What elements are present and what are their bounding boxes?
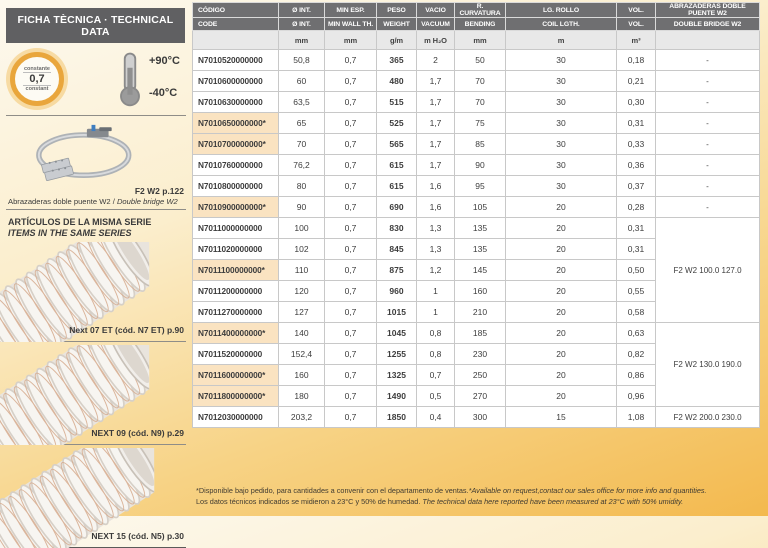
header-row: [193, 31, 760, 50]
series-item-label: Next 07 ET (cód. N7 ET) p.90: [69, 324, 184, 335]
cell-clamp: -: [656, 155, 760, 176]
clamp-caption: Abrazaderas doble puente W2 / Double bridge W2: [8, 197, 178, 206]
cell-vacuum: 1,7: [417, 113, 455, 134]
cell-code: N7011020000000: [193, 239, 279, 260]
cell-inner-diameter: 140: [279, 323, 325, 344]
cell-inner-diameter: 180: [279, 386, 325, 407]
cell-coil-length: 20: [506, 323, 617, 344]
cell-inner-diameter: 63,5: [279, 92, 325, 113]
cell-min-wall: 0,7: [325, 344, 377, 365]
cell-code: N7011100000000*: [193, 260, 279, 281]
cell-vacuum: 0,5: [417, 386, 455, 407]
cell-code: N7010630000000: [193, 92, 279, 113]
header-cell-en: VACUUM: [417, 18, 455, 31]
cell-vacuum: 0,4: [417, 407, 455, 428]
cell-weight: 615: [377, 176, 417, 197]
cell-volume: 0,31: [617, 218, 656, 239]
header-cell-es: MIN ESP.: [325, 3, 377, 18]
cell-min-wall: 0,7: [325, 386, 377, 407]
cell-vacuum: 0,8: [417, 344, 455, 365]
header-row: [193, 3, 760, 18]
cell-volume: 0,33: [617, 134, 656, 155]
cell-inner-diameter: 203,2: [279, 407, 325, 428]
series-item-next15: [0, 448, 192, 544]
cell-code: N7011600000000*: [193, 365, 279, 386]
constant-label-en: constant: [25, 86, 49, 93]
cell-clamp: -: [656, 113, 760, 134]
header-cell-unit: mm: [279, 31, 325, 50]
cell-weight: 365: [377, 50, 417, 71]
cell-volume: 0,28: [617, 197, 656, 218]
cell-min-wall: 0,7: [325, 197, 377, 218]
cell-volume: 0,82: [617, 344, 656, 365]
cell-inner-diameter: 65: [279, 113, 325, 134]
clamp-block: [0, 119, 192, 206]
header-cell-en: CODE: [193, 18, 279, 31]
cell-volume: 0,31: [617, 239, 656, 260]
table-row: [193, 323, 760, 344]
cell-weight: 1255: [377, 344, 417, 365]
cell-clamp: -: [656, 134, 760, 155]
cell-coil-length: 30: [506, 134, 617, 155]
cell-inner-diameter: 127: [279, 302, 325, 323]
cell-inner-diameter: 160: [279, 365, 325, 386]
cell-vacuum: 1,3: [417, 239, 455, 260]
cell-code: N7010600000000: [193, 71, 279, 92]
cell-clamp: F2 W2 130.0 190.0: [656, 323, 760, 407]
table-row: [193, 176, 760, 197]
cell-code: N7011400000000*: [193, 323, 279, 344]
header-cell-en: BENDING: [455, 18, 506, 31]
header-row: [193, 18, 760, 31]
cell-vacuum: 0,7: [417, 365, 455, 386]
cell-inner-diameter: 76,2: [279, 155, 325, 176]
cell-coil-length: 30: [506, 92, 617, 113]
header-cell-es: VOL.: [617, 3, 656, 18]
cell-inner-diameter: 80: [279, 176, 325, 197]
table-body: [193, 50, 760, 428]
cell-volume: 0,37: [617, 176, 656, 197]
header-cell-en: Ø INT.: [279, 18, 325, 31]
cell-coil-length: 20: [506, 218, 617, 239]
header-cell-es: R. CURVATURA: [455, 3, 506, 18]
table-row: [193, 50, 760, 71]
cell-volume: 1,08: [617, 407, 656, 428]
cell-min-wall: 0,7: [325, 134, 377, 155]
header-cell-en: VOL.: [617, 18, 656, 31]
cell-coil-length: 20: [506, 344, 617, 365]
series-item-next07: [0, 242, 192, 338]
cell-code: N7011800000000*: [193, 386, 279, 407]
cell-min-wall: 0,7: [325, 218, 377, 239]
cell-code: N7010800000000: [193, 176, 279, 197]
cell-coil-length: 30: [506, 71, 617, 92]
constant-label-es: constante: [24, 65, 50, 72]
cell-inner-diameter: 100: [279, 218, 325, 239]
cell-vacuum: 1,6: [417, 197, 455, 218]
cell-bending: 145: [455, 260, 506, 281]
cell-code: N7010760000000: [193, 155, 279, 176]
footnote: [196, 485, 762, 508]
cell-coil-length: 30: [506, 155, 617, 176]
cell-vacuum: 1,6: [417, 176, 455, 197]
cell-weight: 1045: [377, 323, 417, 344]
header-cell-es: PESO: [377, 3, 417, 18]
series-item-label: NEXT 09 (cód. N9) p.29: [91, 427, 184, 438]
cell-min-wall: 0,7: [325, 92, 377, 113]
cell-volume: 0,30: [617, 92, 656, 113]
cell-coil-length: 20: [506, 281, 617, 302]
cell-weight: 1490: [377, 386, 417, 407]
header-cell-unit: [193, 31, 279, 50]
cell-vacuum: 1,7: [417, 71, 455, 92]
series-item-label: NEXT 15 (cód. N5) p.30: [91, 530, 184, 541]
cell-clamp: -: [656, 176, 760, 197]
cell-clamp: F2 W2 100.0 127.0: [656, 218, 760, 323]
cell-weight: 1325: [377, 365, 417, 386]
table-row: [193, 197, 760, 218]
cell-coil-length: 20: [506, 365, 617, 386]
table-row: [193, 134, 760, 155]
cell-weight: 845: [377, 239, 417, 260]
footnote-line-1: *Disponible bajo pedido, para cantidades a convenir con el departamento de ventas.*Available on request,contact our sales office for more info and quantities.: [196, 486, 707, 495]
cell-min-wall: 0,7: [325, 323, 377, 344]
cell-bending: 90: [455, 155, 506, 176]
cell-min-wall: 0,7: [325, 281, 377, 302]
header-cell-unit: m: [506, 31, 617, 50]
cell-min-wall: 0,7: [325, 50, 377, 71]
thermometer-icon: [115, 50, 145, 108]
cell-clamp: -: [656, 197, 760, 218]
cell-vacuum: 1: [417, 281, 455, 302]
cell-coil-length: 20: [506, 239, 617, 260]
table-row: [193, 92, 760, 113]
cell-volume: 0,63: [617, 323, 656, 344]
cell-volume: 0,55: [617, 281, 656, 302]
cell-bending: 70: [455, 92, 506, 113]
cell-clamp: F2 W2 200.0 230.0: [656, 407, 760, 428]
cell-vacuum: 1,3: [417, 218, 455, 239]
cell-weight: 1850: [377, 407, 417, 428]
cell-min-wall: 0,7: [325, 155, 377, 176]
table-row: [193, 71, 760, 92]
header-cell-es: ABRAZADERAS DOBLE PUENTE W2: [656, 3, 760, 18]
cell-volume: 0,58: [617, 302, 656, 323]
technical-data-table: [192, 2, 760, 428]
cell-volume: 0,86: [617, 365, 656, 386]
header-cell-en: WEIGHT: [377, 18, 417, 31]
cell-coil-length: 30: [506, 176, 617, 197]
header-cell-unit: g/m: [377, 31, 417, 50]
header-cell-unit: [656, 31, 760, 50]
header-cell-es: LG. ROLLO: [506, 3, 617, 18]
header-cell-es: Ø INT.: [279, 3, 325, 18]
cell-inner-diameter: 50,8: [279, 50, 325, 71]
cell-bending: 185: [455, 323, 506, 344]
cell-clamp: -: [656, 71, 760, 92]
cell-coil-length: 30: [506, 113, 617, 134]
cell-coil-length: 20: [506, 302, 617, 323]
cell-code: N7011520000000: [193, 344, 279, 365]
cell-bending: 85: [455, 134, 506, 155]
cell-vacuum: 1,2: [417, 260, 455, 281]
header-cell-unit: mm: [325, 31, 377, 50]
cell-coil-length: 20: [506, 197, 617, 218]
cell-volume: 0,18: [617, 50, 656, 71]
cell-bending: 105: [455, 197, 506, 218]
cell-code: N7011200000000: [193, 281, 279, 302]
constant-value: 0,7: [23, 72, 50, 87]
cell-coil-length: 20: [506, 260, 617, 281]
cell-volume: 0,21: [617, 71, 656, 92]
cell-bending: 70: [455, 71, 506, 92]
cell-min-wall: 0,7: [325, 407, 377, 428]
table-row: [193, 407, 760, 428]
cell-min-wall: 0,7: [325, 176, 377, 197]
cell-code: N7010700000000*: [193, 134, 279, 155]
temp-min: -40°C: [148, 87, 178, 99]
cell-bending: 250: [455, 365, 506, 386]
cell-bending: 50: [455, 50, 506, 71]
cell-volume: 0,36: [617, 155, 656, 176]
cell-min-wall: 0,7: [325, 71, 377, 92]
cell-weight: 875: [377, 260, 417, 281]
sidebar: [0, 0, 192, 541]
cell-min-wall: 0,7: [325, 302, 377, 323]
divider: [6, 209, 186, 210]
header-cell-en: DOUBLE BRIDGE W2: [656, 18, 760, 31]
cell-code: N7010650000000*: [193, 113, 279, 134]
cell-bending: 270: [455, 386, 506, 407]
cell-bending: 95: [455, 176, 506, 197]
cell-weight: 565: [377, 134, 417, 155]
header-cell-unit: m H₂O: [417, 31, 455, 50]
cell-inner-diameter: 120: [279, 281, 325, 302]
cell-vacuum: 1,7: [417, 155, 455, 176]
table-head: [193, 3, 760, 50]
cell-inner-diameter: 152,4: [279, 344, 325, 365]
cell-bending: 210: [455, 302, 506, 323]
cell-vacuum: 1,7: [417, 92, 455, 113]
footnote-line-2: Los datos técnicos indicados se midieron a 23°C y 50% de humedad. The technical data here reported have been measured at 23°C with 50% umidity.: [196, 497, 684, 507]
header-cell-unit: mm: [455, 31, 506, 50]
cell-volume: 0,96: [617, 386, 656, 407]
cell-min-wall: 0,7: [325, 260, 377, 281]
cell-volume: 0,50: [617, 260, 656, 281]
cell-weight: 960: [377, 281, 417, 302]
cell-inner-diameter: 102: [279, 239, 325, 260]
cell-bending: 160: [455, 281, 506, 302]
cell-weight: 525: [377, 113, 417, 134]
cell-inner-diameter: 60: [279, 71, 325, 92]
cell-bending: 75: [455, 113, 506, 134]
spec-row: [0, 43, 192, 112]
cell-code: N7010520000000: [193, 50, 279, 71]
cell-coil-length: 15: [506, 407, 617, 428]
clamp-reference: F2 W2 p.122: [134, 186, 184, 196]
header-cell-es: CÓDIGO: [193, 3, 279, 18]
cell-bending: 135: [455, 218, 506, 239]
cell-min-wall: 0,7: [325, 113, 377, 134]
cell-min-wall: 0,7: [325, 239, 377, 260]
constant-badge: [10, 52, 64, 106]
table-row: [193, 218, 760, 239]
temp-max: +90°C: [148, 55, 180, 67]
cell-coil-length: 20: [506, 386, 617, 407]
cell-weight: 615: [377, 155, 417, 176]
cell-code: N7011000000000: [193, 218, 279, 239]
table-row: [193, 113, 760, 134]
same-series-title: ARTÍCULOS DE LA MISMA SERIE ITEMS IN THE SAME SERIES: [8, 217, 152, 239]
cell-weight: 480: [377, 71, 417, 92]
header-cell-es: VACIO: [417, 3, 455, 18]
cell-weight: 1015: [377, 302, 417, 323]
cell-code: N7011270000000: [193, 302, 279, 323]
cell-inner-diameter: 90: [279, 197, 325, 218]
series-item-next09: [0, 345, 192, 441]
cell-weight: 690: [377, 197, 417, 218]
cell-vacuum: 1,7: [417, 134, 455, 155]
technical-data-table-wrap: [192, 2, 759, 428]
cell-weight: 515: [377, 92, 417, 113]
cell-bending: 300: [455, 407, 506, 428]
cell-inner-diameter: 70: [279, 134, 325, 155]
header-cell-en: COIL LGTH.: [506, 18, 617, 31]
clamp-image: [8, 121, 158, 183]
header-cell-unit: m³: [617, 31, 656, 50]
cell-code: N7010900000000*: [193, 197, 279, 218]
cell-vacuum: 0,8: [417, 323, 455, 344]
cell-coil-length: 30: [506, 50, 617, 71]
cell-volume: 0,31: [617, 113, 656, 134]
header-cell-en: MIN WALL TH.: [325, 18, 377, 31]
cell-inner-diameter: 110: [279, 260, 325, 281]
page-title: FICHA TÈCNICA · TECHNICAL DATA: [6, 8, 185, 43]
cell-bending: 230: [455, 344, 506, 365]
cell-weight: 830: [377, 218, 417, 239]
cell-bending: 135: [455, 239, 506, 260]
divider: [6, 115, 186, 116]
cell-vacuum: 2: [417, 50, 455, 71]
cell-vacuum: 1: [417, 302, 455, 323]
cell-clamp: -: [656, 92, 760, 113]
table-row: [193, 155, 760, 176]
cell-clamp: -: [656, 50, 760, 71]
cell-min-wall: 0,7: [325, 365, 377, 386]
cell-code: N7012030000000: [193, 407, 279, 428]
temperature-range: [115, 50, 180, 108]
